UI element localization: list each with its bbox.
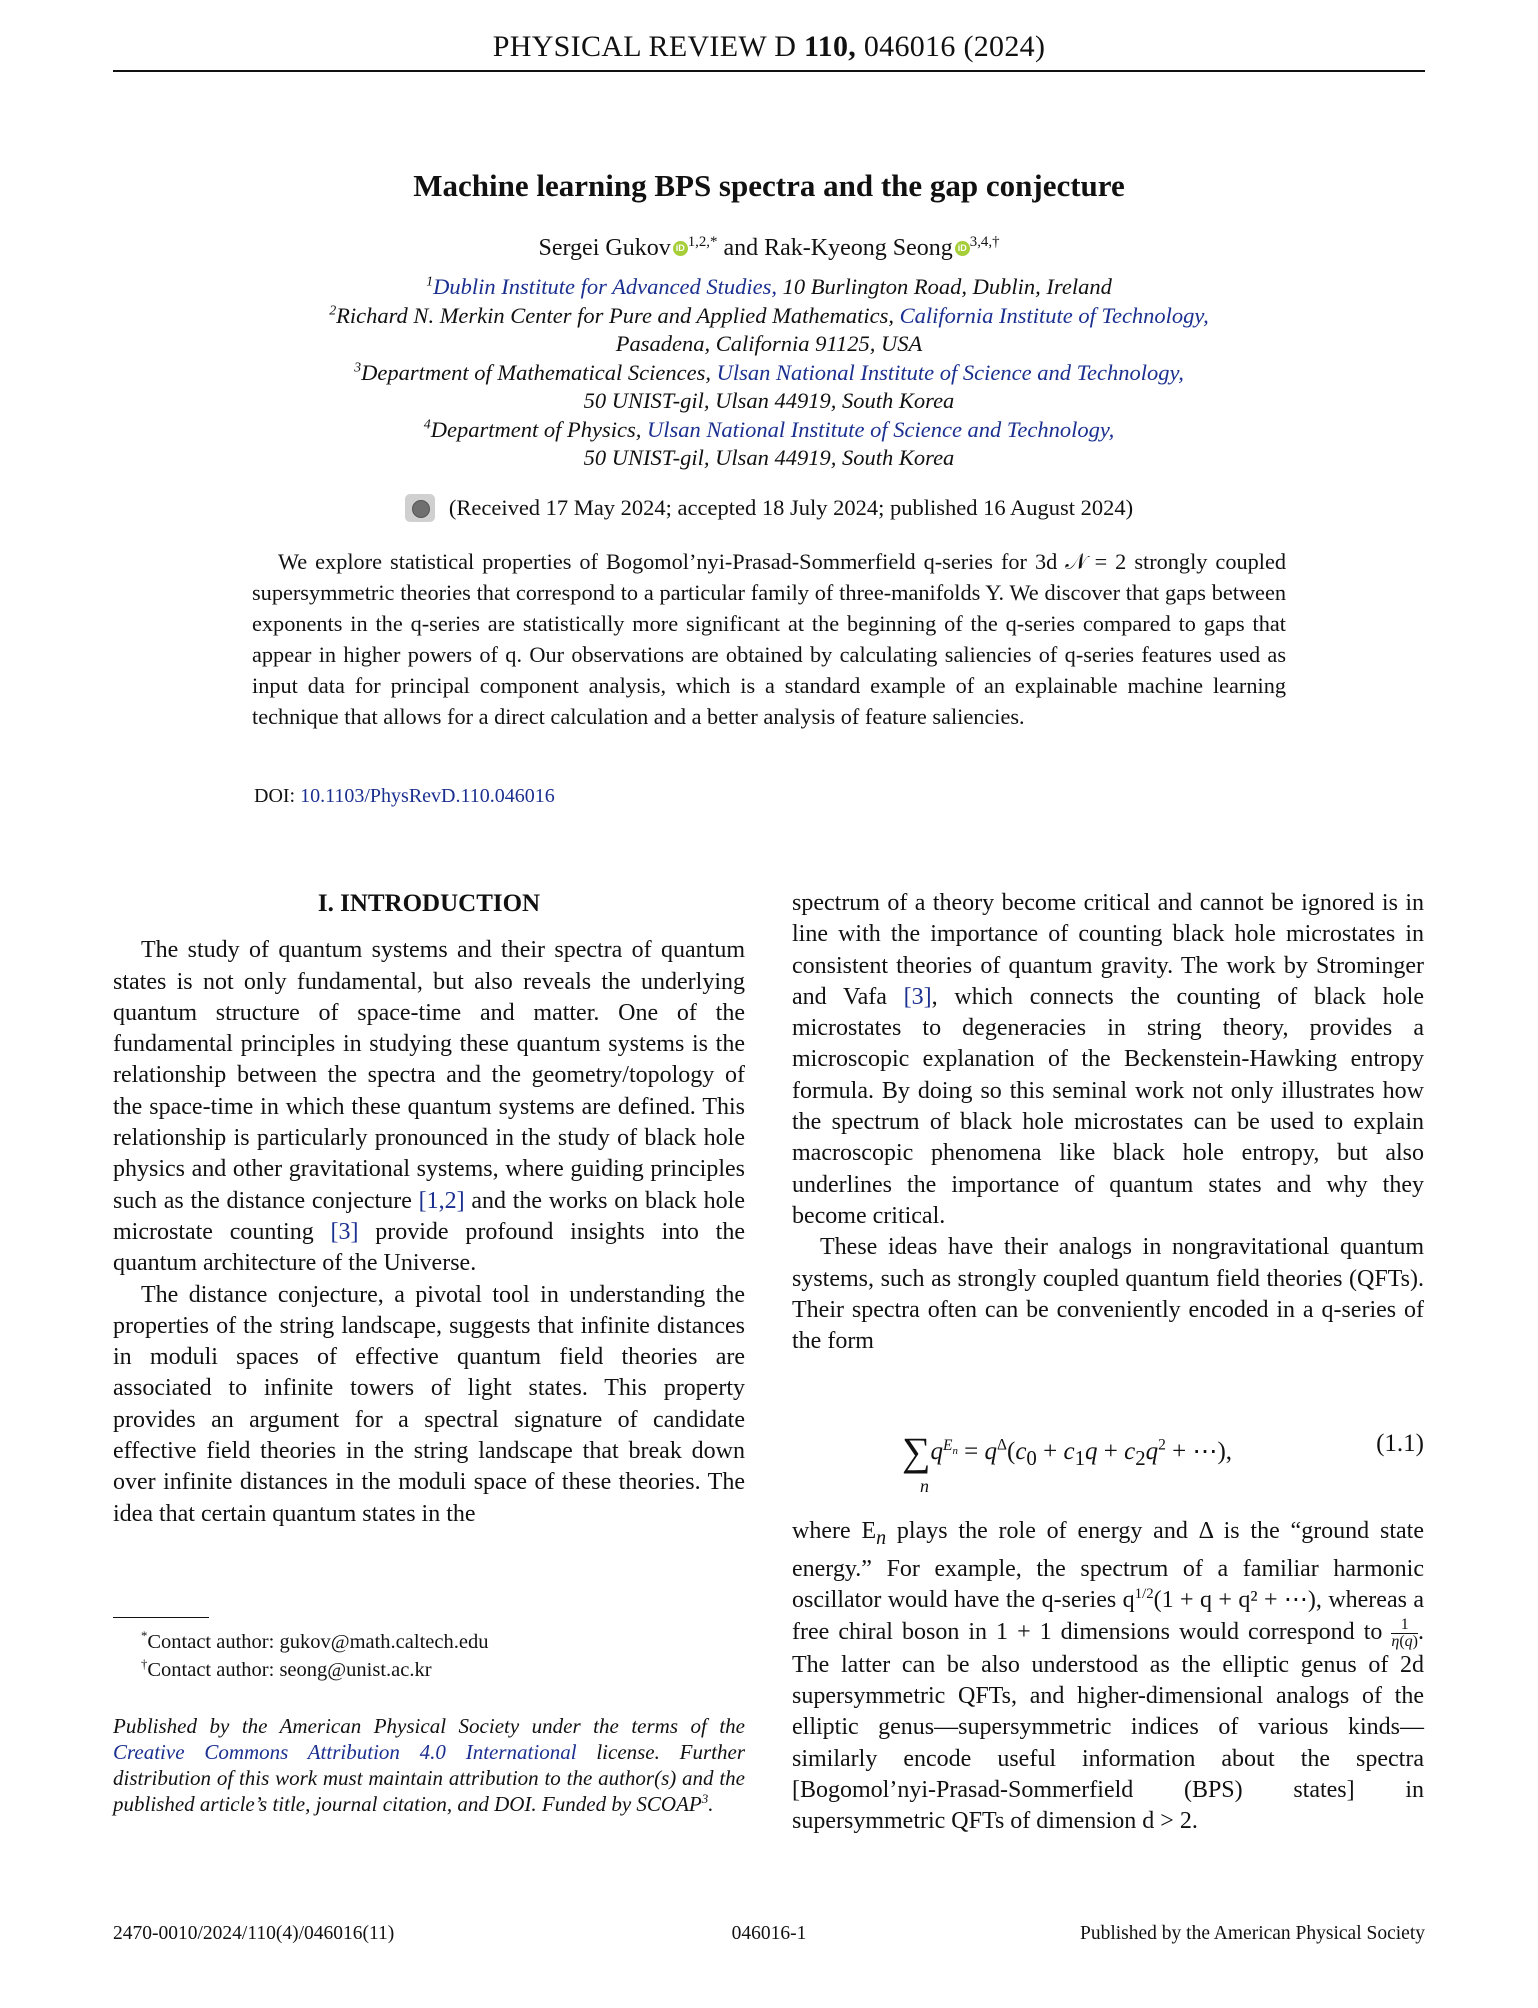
equation-number: (1.1) (1376, 1430, 1424, 1457)
author-name: Rak-Kyeong Seong (764, 235, 953, 261)
paragraph: where $E_n$ plays the role of energy and Δ is the “ground state energy.” For example, the spectrum of a familiar harmonic oscillator would have the q-series $q^{1/2}(1 + q + q^2$ + ⋯), whereas a free chiral boson in 1 + 1 dimensions would correspond to $\frac{1}{\eta(q)}$ . The latter can be also understood as the elliptic genus of 2d supersymmetric QFTs, and higher-dimensional analogs of the elliptic genus—supersymmetric indices of various kinds—similarly encode useful information about the spectra [Bogomol’nyi-Prasad-Sommerfield (BPS) states] in supersymmetric QFTs of dimension d > 2. (792, 1518, 1425, 1835)
footnote: †Contact author: seong@unist.ac.kr (141, 1657, 432, 1681)
affiliation-link[interactable]: Ulsan National Institute of Science and Technology, (646, 416, 1115, 442)
affiliation-link[interactable]: Dublin Institute for Advanced Studies, (433, 274, 778, 299)
footer-publisher: Published by the American Physical Society (1080, 1923, 1425, 1944)
doi (254, 785, 555, 808)
affiliation-4-address: 50 UNIST-gil, Ulsan 44919, South Korea (583, 445, 955, 470)
affiliation-2: $^2$Richard N. Merkin Center for Pure and Applied Mathematics, California Institute of Technology, (329, 302, 1209, 328)
abstract: We explore statistical properties of Bogomol’nyi-Prasad-Sommerfield q-series for 3d 𝒩 = 2 strongly coupled supersymmetric theories that correspond to a particular family of three-manifolds Y. We discover that gaps between exponents in the q-series are statistically more significant at the beginning of the q-series compared to gaps that appear in higher powers of q. Our observations are obtained by calculating saliencies of q-series features used as input data for principal component analysis, which is a standard example of an explainable machine learning technique that allows for a direct calculation and a better analysis of feature saliencies. (252, 549, 1286, 729)
footer-issn: 2470-0010/2024/110(4)/046016(11) (113, 1923, 395, 1944)
left-column (113, 888, 745, 1530)
citation-link[interactable]: [1,2] (418, 1187, 465, 1214)
received-text: (Received 17 May 2024; accepted 18 July 2024; published 16 August 2024) (448, 495, 1134, 520)
author-affil-sup: 3,4,† (969, 234, 1000, 250)
author-affil-sup: 1,2,* (687, 234, 718, 250)
header-rule (113, 70, 1425, 72)
affiliation-4: $^4$Department of Physics, Ulsan National Institute of Science and Technology, (423, 416, 1115, 442)
author-name: Sergei Gukov (538, 235, 671, 261)
right-column (792, 888, 1424, 1357)
crossmark-icon[interactable] (405, 494, 435, 522)
article-number: 046016 (2024) (863, 30, 1046, 63)
received-dates (113, 494, 1425, 522)
journal-header (113, 30, 1425, 64)
paper-title: Machine learning BPS spectra and the gap conjecture (413, 168, 1125, 203)
paragraph: The study of quantum systems and their spectra of quantum states is not only fundamental, but also reveals the underlying quantum structure of space-time and matter. One of the fundamental principles in studying these quantum systems is the relationship between the spectra and the geometry/topology of the space-time in which these quantum systems are defined. This relationship is particularly pronounced in the study of black hole physics and other gravitational systems, where guiding principles such as the distance conjecture [1,2] and the works on black hole microstate counting [3] provide profound insights into the quantum architecture of the Universe. (113, 937, 745, 1277)
footer-page-number: 046016-1 (731, 1923, 807, 1944)
journal-name: PHYSICAL REVIEW D (492, 30, 797, 63)
orcid-icon[interactable]: iD (955, 241, 970, 256)
affiliations (113, 273, 1425, 473)
affiliation-link[interactable]: California Institute of Technology, (899, 302, 1209, 328)
paragraph: spectrum of a theory become critical and cannot be ignored is in line with the importance of counting black hole microstates in consistent theories of quantum gravity. The work by Strominger and Vafa [3], which connects the counting of black hole microstates to degeneracies in string theory, provides a microscopic explanation of the Beckenstein-Hawking entropy formula. By doing so this seminal work not only illustrates how the spectrum of black hole microstates can be used to explain macroscopic phenomena like black hole entropy, but also underlines the importance of quantum states and why they become critical. (792, 890, 1424, 1229)
license-link[interactable]: Creative Commons Attribution 4.0 International (113, 1740, 577, 1764)
author-connector: and (723, 235, 759, 261)
affiliation-1: $^1$Dublin Institute for Advanced Studies, 10 Burlington Road, Dublin, Ireland (426, 274, 1112, 299)
doi-label: DOI: (254, 785, 296, 807)
equation-body: $\sum q^{E_n} = q^\Delta(c_0 + c_1q + c_2q^2$ + ⋯), (902, 1429, 1233, 1474)
right-column-continued (792, 1516, 1424, 1837)
fraction: $\frac{1}{\eta(q)}$ (1391, 1615, 1418, 1650)
journal-volume: 110, (804, 30, 857, 63)
equation-1-1 (792, 1418, 1424, 1496)
citation-link[interactable]: [3] (330, 1218, 359, 1245)
sum-index: n (920, 1476, 929, 1496)
affiliation-link[interactable]: Ulsan National Institute of Science and Technology, (716, 359, 1184, 385)
section-heading: I. INTRODUCTION (317, 890, 541, 917)
affiliation-3-address: 50 UNIST-gil, Ulsan 44919, South Korea (583, 388, 955, 413)
paragraph: These ideas have their analogs in nongravitational quantum systems, such as strongly coupled quantum field theories (QFTs). Their spectra often can be conveniently encoded in a q-series of the form (792, 1234, 1424, 1355)
footnote-rule (113, 1617, 209, 1618)
footnote: *Contact author: gukov@math.caltech.edu (141, 1629, 489, 1653)
author-line (113, 235, 1425, 262)
paragraph: The distance conjecture, a pivotal tool in understanding the properties of the string landscape, suggests that infinite distances in moduli spaces of effective quantum field theories are associated to infinite towers of light states. This property provides an argument for a spectral signature of candidate effective field theories in the string landscape that break down over infinite distances in the moduli space of these theories. The idea that certain quantum states in the (113, 1281, 745, 1527)
doi-link[interactable]: 10.1103/PhysRevD.110.046016 (300, 785, 555, 807)
license-notice: Published by the American Physical Society under the terms of the Creative Commons Attribution 4.0 International license. Further distribution of this work must maintain attribution to the author(s) and the published article’s title, journal citation, and DOI. Funded by SCOAP$^3$. (113, 1714, 745, 1816)
citation-link[interactable]: [3] (903, 983, 932, 1010)
footnotes (113, 1628, 745, 1684)
affiliation-2-address: Pasadena, California 91125, USA (615, 331, 923, 356)
affiliation-3: $^3$Department of Mathematical Sciences, Ulsan National Institute of Science and Technology, (354, 359, 1184, 385)
orcid-icon[interactable]: iD (673, 241, 688, 256)
